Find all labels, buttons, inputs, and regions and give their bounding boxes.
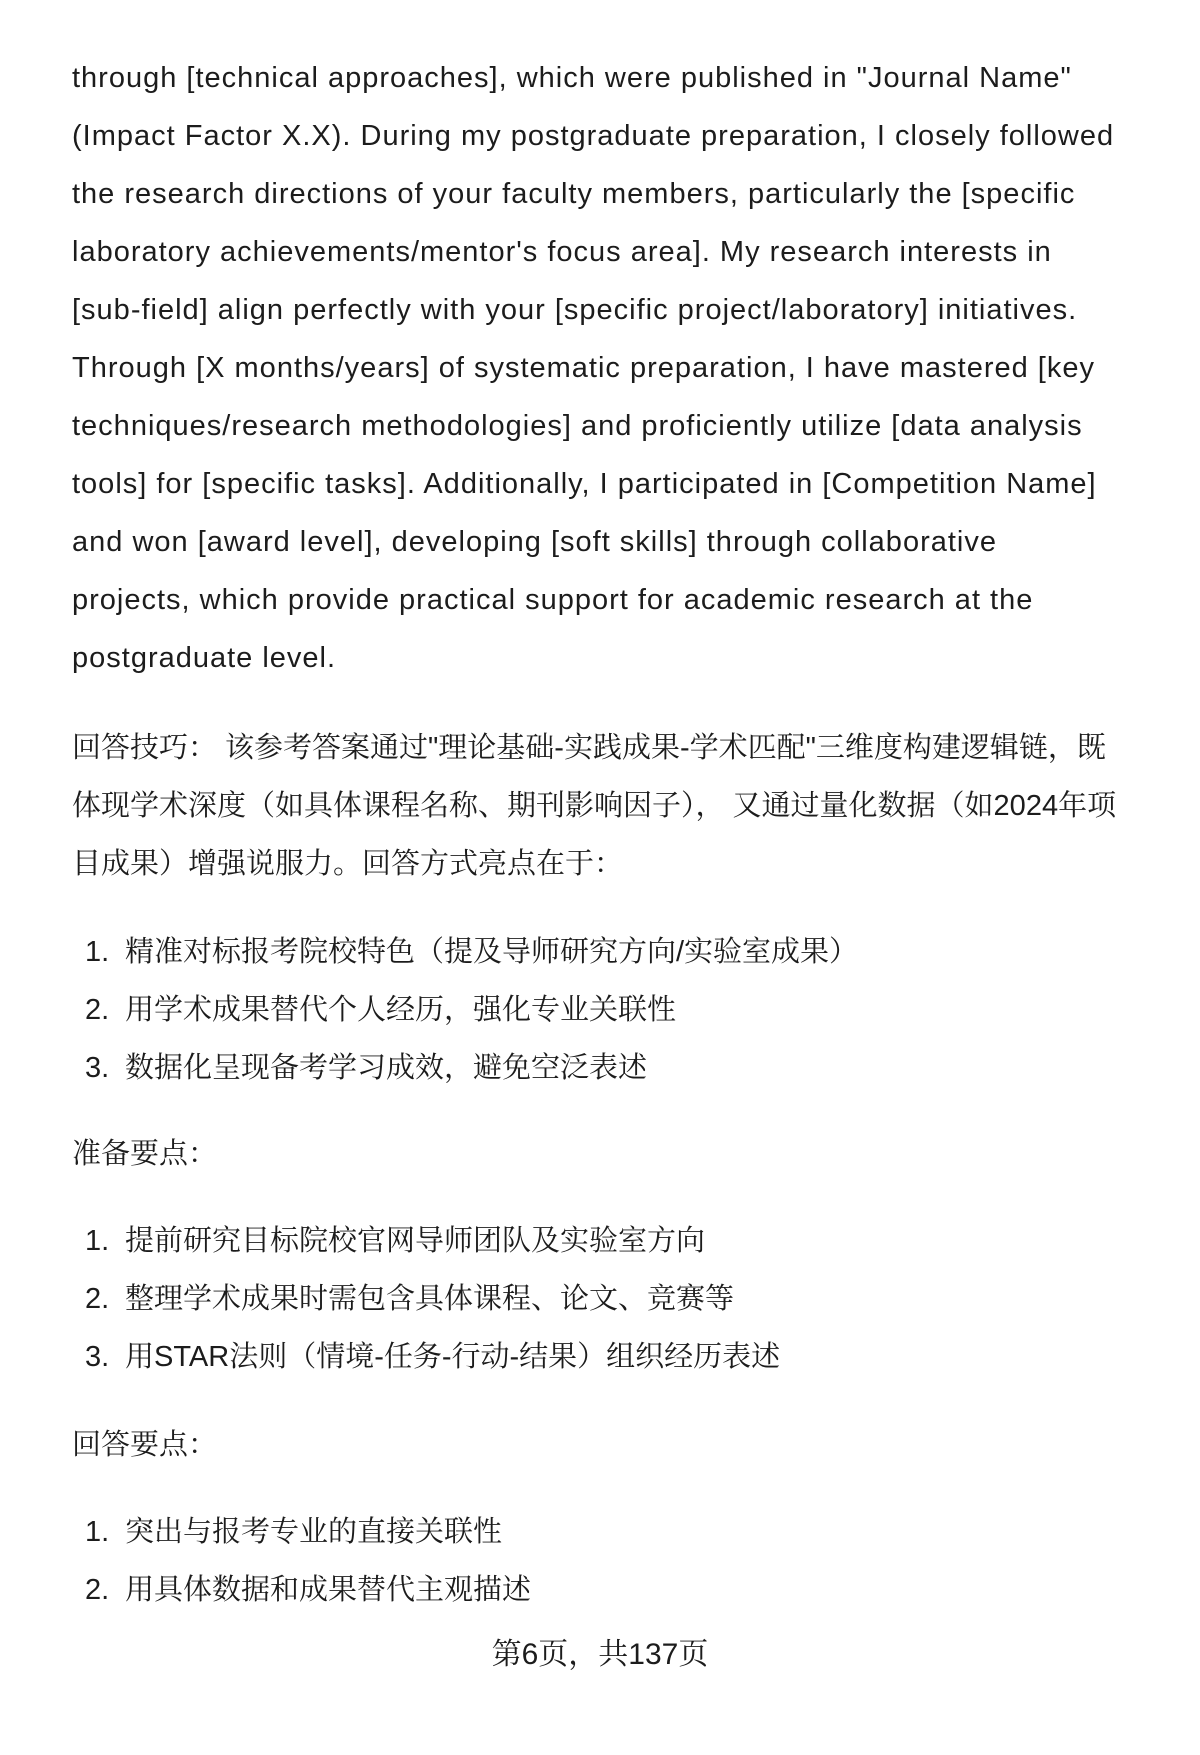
list-number: 2. [85,994,110,1026]
list-item [72,1270,1152,1328]
list-number: 1. [85,1516,110,1548]
paragraph-line: Through [X months/years] of systematic preparation, I have mastered [key [72,352,1095,384]
paragraph-line: techniques/research methodologies] and proficiently utilize [data analysis [72,410,1083,442]
tips-text: 该参考答案通过"理论基础-实践成果-学术匹配"三维度构建逻辑链，既 [225,732,1106,764]
list-item [72,1328,1152,1386]
list-text: 整理学术成果时需包含具体课程、论文、竞赛等 [125,1283,735,1315]
list-item [72,981,1152,1039]
paragraph-line: laboratory achievements/mentor's focus area]. My research interests in [72,236,1052,268]
tips-list [72,923,1152,1097]
page-content [72,49,1152,1619]
answer-points-list [72,1503,1152,1619]
paragraph-line: through [technical approaches], which were published in "Journal Name" [72,62,1072,94]
list-item [72,1212,1152,1270]
list-item [72,1039,1152,1097]
list-text: 用学术成果替代个人经历，强化专业关联性 [125,994,677,1026]
paragraph-line: tools] for [specific tasks]. Additionally, I participated in [Competition Name] [72,468,1097,500]
paragraph-line: postgraduate level. [72,642,337,674]
tips-line: 体现学术深度（如具体课程名称、期刊影响因子）， 又通过量化数据（如2024年项 [72,790,1117,822]
paragraph-line: the research directions of your faculty members, particularly the [specific [72,178,1076,210]
paragraph-line: projects, which provide practical support for academic research at the [72,584,1034,616]
tips-line: 目成果）增强说服力。回答方式亮点在于： [72,848,624,880]
page-footer: 第6页，共137页 [491,1638,709,1671]
list-number: 2. [85,1574,110,1606]
list-text: 提前研究目标院校官网导师团队及实验室方向 [125,1225,706,1257]
list-text: 用STAR法则（情境-任务-行动-结果）组织经历表述 [125,1341,781,1373]
list-number: 3. [85,1052,110,1084]
list-number: 1. [85,936,110,968]
list-number: 1. [85,1225,110,1257]
list-text: 数据化呈现备考学习成效，避免空泛表述 [125,1052,648,1084]
list-item [72,1503,1152,1561]
section-heading-preparation: 准备要点： [72,1138,218,1170]
list-item [72,923,1152,981]
preparation-list [72,1212,1152,1386]
list-number: 2. [85,1283,110,1315]
answer-paragraph [72,49,1152,687]
section-heading-answer-points: 回答要点： [72,1429,218,1461]
tips-first-line [72,719,1152,777]
list-number: 3. [85,1341,110,1373]
answer-tips-paragraph [72,719,1152,893]
paragraph-line: (Impact Factor X.X). During my postgraduate preparation, I closely followed [72,120,1115,152]
paragraph-line: and won [award level], developing [soft skills] through collaborative [72,526,997,558]
paragraph-line: [sub-field] align perfectly with your [specific project/laboratory] initiatives. [72,294,1078,326]
list-text: 精准对标报考院校特色（提及导师研究方向/实验室成果） [125,936,859,968]
tips-label: 回答技巧： [72,732,218,764]
list-item [72,1561,1152,1619]
list-text: 突出与报考专业的直接关联性 [125,1516,503,1548]
list-text: 用具体数据和成果替代主观描述 [125,1574,532,1606]
